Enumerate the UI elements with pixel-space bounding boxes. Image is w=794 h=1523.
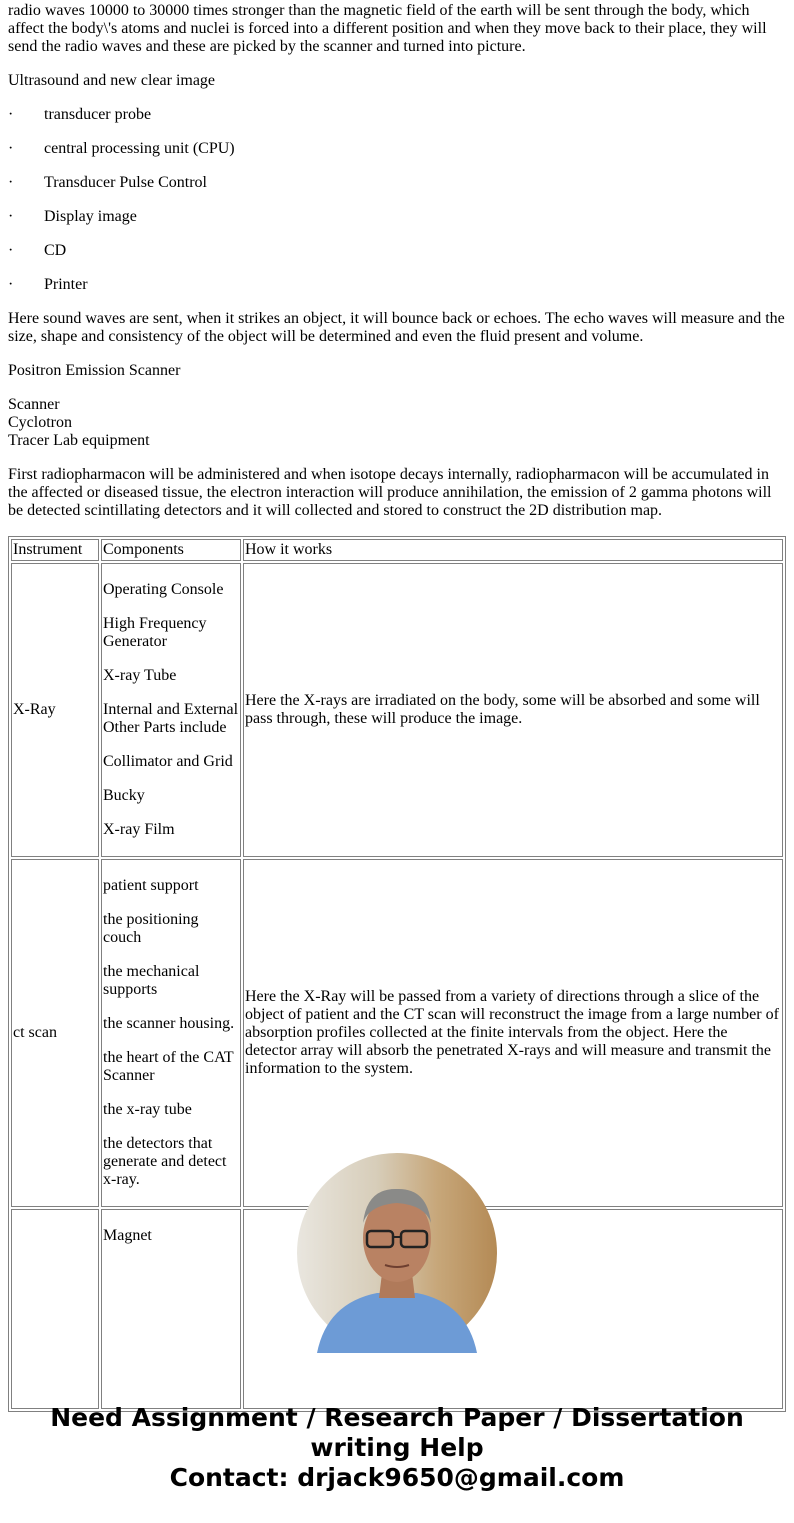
bullet: · <box>8 174 14 191</box>
cell-components <box>101 859 241 1207</box>
component-item: patient support <box>103 877 199 894</box>
component-item: X-ray Tube <box>103 667 177 684</box>
header-components: Components <box>101 539 241 561</box>
component-item: the x-ray tube <box>103 1101 192 1118</box>
ultrasound-list-item <box>8 208 786 226</box>
header-instrument: Instrument <box>11 539 99 561</box>
author-photo <box>297 1153 497 1353</box>
table-header-row <box>11 539 783 561</box>
bullet: · <box>8 106 14 123</box>
ultrasound-text: Here sound waves are sent, when it strikes an object, it will bounce back or echoes. The echo waves will measure and the size, shape and consistency of the object will be determined and even the fluid present and volume. <box>8 310 785 345</box>
footer-contact: Contact: drjack9650@gmail.com <box>169 1463 625 1492</box>
footer-banner <box>0 1403 794 1493</box>
ultrasound-list-item <box>8 174 786 192</box>
ultrasound-heading: Ultrasound and new clear image <box>8 72 216 89</box>
component-item: the positioning couch <box>103 911 199 946</box>
bullet: · <box>8 140 14 157</box>
component-item: Collimator and Grid <box>103 753 233 770</box>
list-item-text: CD <box>44 242 67 259</box>
list-item-text: Printer <box>44 276 88 293</box>
list-item-text: transducer probe <box>44 106 152 123</box>
header-how: How it works <box>243 539 783 561</box>
component-item: the heart of the CAT Scanner <box>103 1049 234 1084</box>
bullet: · <box>8 208 14 225</box>
ultrasound-list-item <box>8 276 786 294</box>
pet-item: Cyclotron <box>8 414 72 431</box>
table-row <box>11 563 783 857</box>
cell-instrument: ct scan <box>11 859 99 1207</box>
cell-components <box>101 1209 241 1409</box>
component-item: the scanner housing. <box>103 1015 235 1032</box>
list-item-text: Transducer Pulse Control <box>44 174 207 191</box>
component-item: the detectors that generate and detect x-ray. <box>103 1135 227 1188</box>
cell-components <box>101 563 241 857</box>
ultrasound-list-item <box>8 106 786 124</box>
pet-text: First radiopharmacon will be administered and when isotope decays internally, radiopharmacon will be accumulated in the affected or diseased tissue, the electron interaction will produce annihilation, the emission of 2 gamma photons will be detected scintillating detectors and it will collected and stored to construct the 2D distribution map. <box>8 466 772 519</box>
bullet: · <box>8 276 14 293</box>
component-item: X-ray Film <box>103 821 175 838</box>
bullet: · <box>8 242 14 259</box>
footer-help-text: Need Assignment / Research Paper / Dissertation writing Help <box>50 1403 744 1462</box>
intro-paragraph: radio waves 10000 to 30000 times stronger than the magnetic field of the earth will be sent through the body, which affect the body\'s atoms and nuclei is forced into a different position and when they move back to their place, they will send the radio waves and these are picked by the scanner and turned into picture. <box>8 2 767 55</box>
ultrasound-list-item <box>8 140 786 158</box>
cell-how: Here the X-rays are irradiated on the body, some will be absorbed and some will pass through, these will produce the image. <box>243 563 783 857</box>
pet-components <box>8 396 786 450</box>
cell-instrument <box>11 1209 99 1409</box>
cell-how: Here the X-Ray will be passed from a variety of directions through a slice of the object of patient and the CT scan will reconstruct the image from a large number of absorption profiles collected at the finite intervals from the object. Here the detector array will absorb the penetrated X-rays and will measure and transmit the information to the system. <box>243 859 783 1207</box>
component-item: High Frequency Generator <box>103 615 207 650</box>
component-item: Bucky <box>103 787 145 804</box>
component-item: Magnet <box>103 1227 152 1244</box>
person-portrait-icon <box>297 1153 497 1353</box>
component-item: Internal and External Other Parts include <box>103 701 239 736</box>
pet-item: Tracer Lab equipment <box>8 432 150 449</box>
cell-instrument: X-Ray <box>11 563 99 857</box>
ultrasound-list-item <box>8 242 786 260</box>
list-item-text: central processing unit (CPU) <box>44 140 235 157</box>
component-item: Operating Console <box>103 581 224 598</box>
list-item-text: Display image <box>44 208 137 225</box>
pet-heading: Positron Emission Scanner <box>8 362 181 379</box>
component-item: the mechanical supports <box>103 963 200 998</box>
pet-item: Scanner <box>8 396 60 413</box>
